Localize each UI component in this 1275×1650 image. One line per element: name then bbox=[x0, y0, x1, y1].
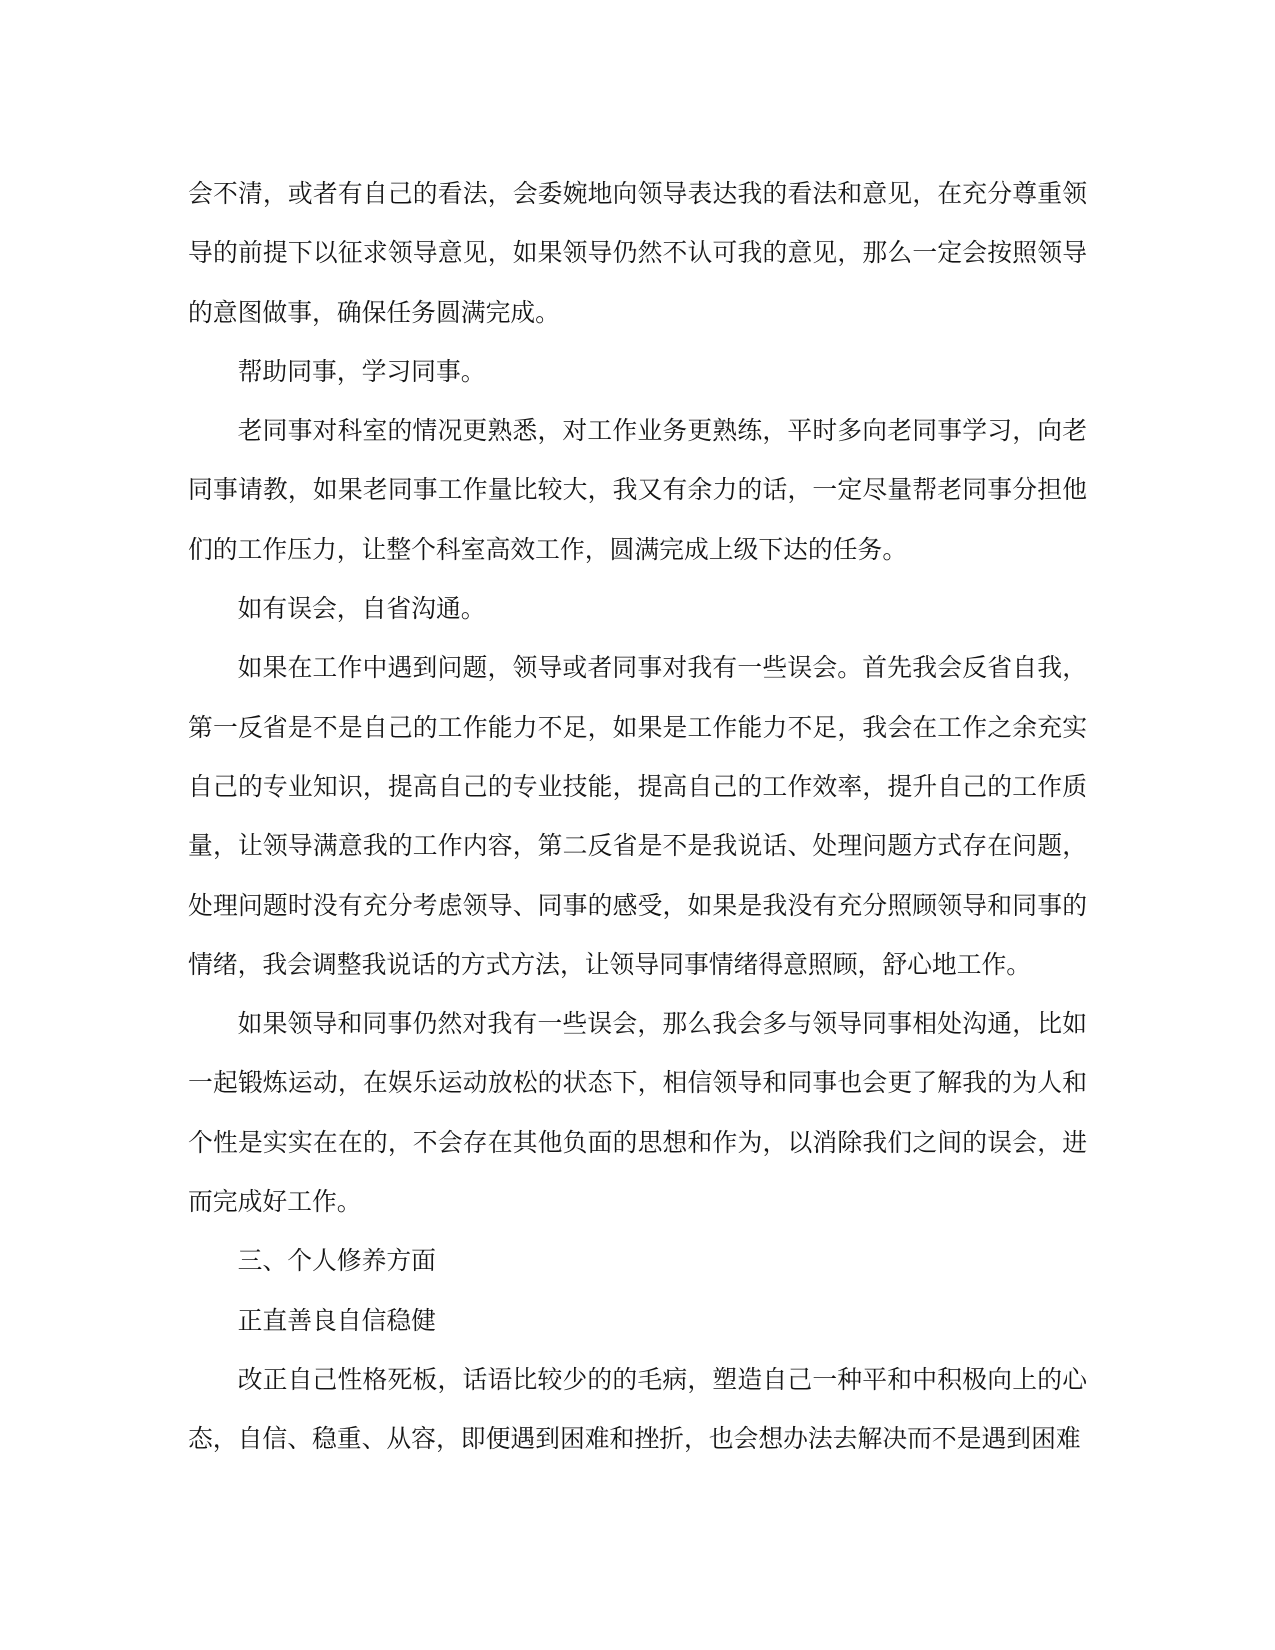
section-heading: 三、个人修养方面 bbox=[237, 1248, 436, 1276]
paragraph-continuation: 会不清，或者有自己的看法，会委婉地向领导表达我的看法和意见，在充分尊重领导的前提下以征求领导意见，如果领导仍然不认可我的意见，那么一定会按照领导的意图做事，确保任务圆满完成。 bbox=[188, 181, 1087, 327]
paragraph: 如有误会，自省沟通。 bbox=[237, 596, 486, 624]
paragraph: 如果在工作中遇到问题，领导或者同事对我有一些误会。首先我会反省自我，第一反省是不是自己的工作能力不足，如果是工作能力不足，我会在工作之余充实自己的专业知识，提高自己的专业技能，提高自己的工作效率，提升自己的工作质量，让领导满意我的工作内容，第二反省是不是我说话、处理问题方式存在问题，处理问题时没有充分考虑领导、同事的感受，如果是我没有充分照顾领导和同事的情绪，我会调整我说话的方式方法，让领导同事情绪得意照顾，舒心地工作。 bbox=[188, 655, 1087, 979]
paragraph: 老同事对科室的情况更熟悉，对工作业务更熟练，平时多向老同事学习，向老同事请教，如果老同事工作量比较大，我又有余力的话，一定尽量帮老同事分担他们的工作压力，让整个科室高效工作，圆满完成上级下达的任务。 bbox=[188, 418, 1087, 564]
paragraph: 改正自己性格死板，话语比较少的的毛病，塑造自己一种平和中积极向上的心态，自信、稳重、从容，即便遇到困难和挫折，也会想办法去解决而不是遇到困难 bbox=[188, 1366, 1087, 1454]
subheading: 正直善良自信稳健 bbox=[237, 1307, 436, 1335]
document-text-block bbox=[188, 165, 1087, 1470]
paragraph: 如果领导和同事仍然对我有一些误会，那么我会多与领导同事相处沟通，比如一起锻炼运动，在娱乐运动放松的状态下，相信领导和同事也会更了解我的为人和个性是实实在在的，不会存在其他负面的思想和作为，以消除我们之间的误会，进而完成好工作。 bbox=[188, 1011, 1087, 1217]
paragraph: 帮助同事，学习同事。 bbox=[237, 358, 486, 386]
